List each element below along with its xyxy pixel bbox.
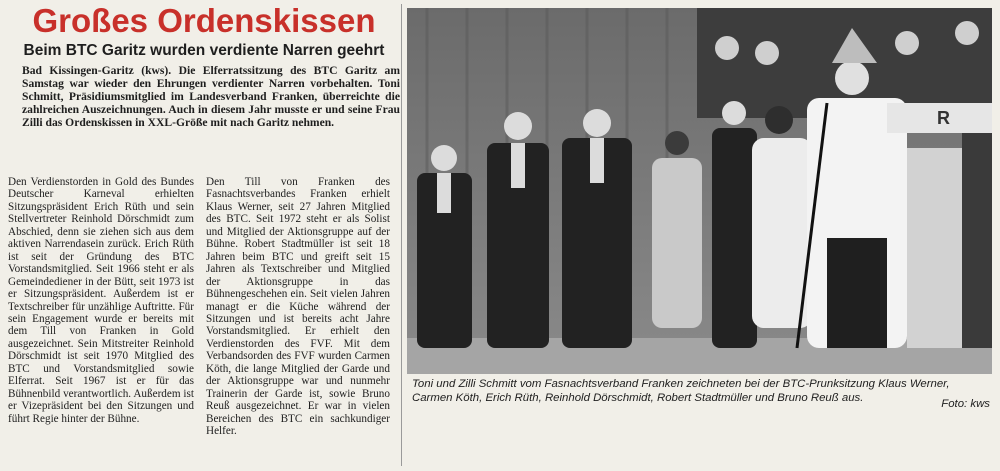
svg-text:R: R — [937, 108, 950, 128]
headline: Großes Ordenskissen — [32, 2, 376, 39]
body-column-2: Den Till von Franken des Fasnachtsverbandes Franken erhielt Klaus Werner, seit 27 Jahren Mitglied des BTC. Seit 1972 steht er als Solist und Mitglied der Aktionsgruppe auf der Bühne. Robert Stadtmüller ist seit 18 Jahren beim BTC und greift seit 15 Jahren als Textschreiber und Mitglied der Aktionsgruppe in das Bühnengeschehen ein. Seit vielen Jahren managt er die Küche während der Sitzungen und ist bereits acht Jahre Vorstandsmitglied. Er erhielt den Verdienstorden des FVF. Mit dem Verbandsorden des FVF wurden Carmen Köth, die lange Mitglied der Garde und der Aktionsgruppe war und nunmehr Trainerin der Garde ist, sowie Bruno Reuß ausgezeichnet. Er war in vielen Bereichen des BTC ein sachkundiger Helfer. — [206, 176, 390, 438]
lead-paragraph: Bad Kissingen-Garitz (kws). Die Elferratssitzung des BTC Garitz am Samstag war wieder den Ehrungen verdienter Narren vorbehalten. Toni Schmitt, Präsidiumsmitglied im Landesverband Franken, überreichte die zahlreichen Auszeichnungen. Auch in diesem Jahr musste er und seine Frau Zilli das Ordenskissen in XXL-Größe mit nach Garitz nehmen. — [22, 64, 400, 129]
award-ceremony-photo — [407, 8, 992, 374]
photo-caption: Toni und Zilli Schmitt vom Fasnachtsverband Franken zeichneten bei der BTC-Prunksitzung Klaus Werner, Carmen Köth, Erich Rüth, Reinhold Dörschmidt, Robert Stadtmüller und Bruno Reuß aus. — [412, 378, 950, 404]
column-divider — [401, 4, 402, 466]
body-column-1: Den Verdienstorden in Gold des Bundes Deutscher Karneval erhielten Sitzungspräsident Erich Rüth und sein Stellvertreter Reinhold Dörschmidt zum Abschied, denn sie ziehen sich aus dem aktiven Narrendasein zurück. Erich Rüth ist seit der Gründung des BTC Vorstandsmitglied. Seit 1966 steht er als Gemeindediener in der Bütt, seit 1973 ist er Sitzungspräsident. Außerdem ist er Textschreiber für unzählige Auftritte. Für sein Engagement wurde er bereits mit dem Till von Franken in Gold ausgezeichnet. Sein Mitstreiter Reinhold Dörschmidt ist seit 1970 Mitglied des BTC und Vorstandsmitglied sowie Elferrat. Seit 1967 ist er für das Bühnenbild verantwortlich. Außerdem ist er Vizepräsident bei den Sitzungen und führt Regie hinter der Bühne. — [8, 176, 194, 425]
photo-credit: Foto: kws — [941, 398, 990, 410]
subheadline: Beim BTC Garitz wurden verdiente Narren geehrt — [23, 42, 385, 59]
